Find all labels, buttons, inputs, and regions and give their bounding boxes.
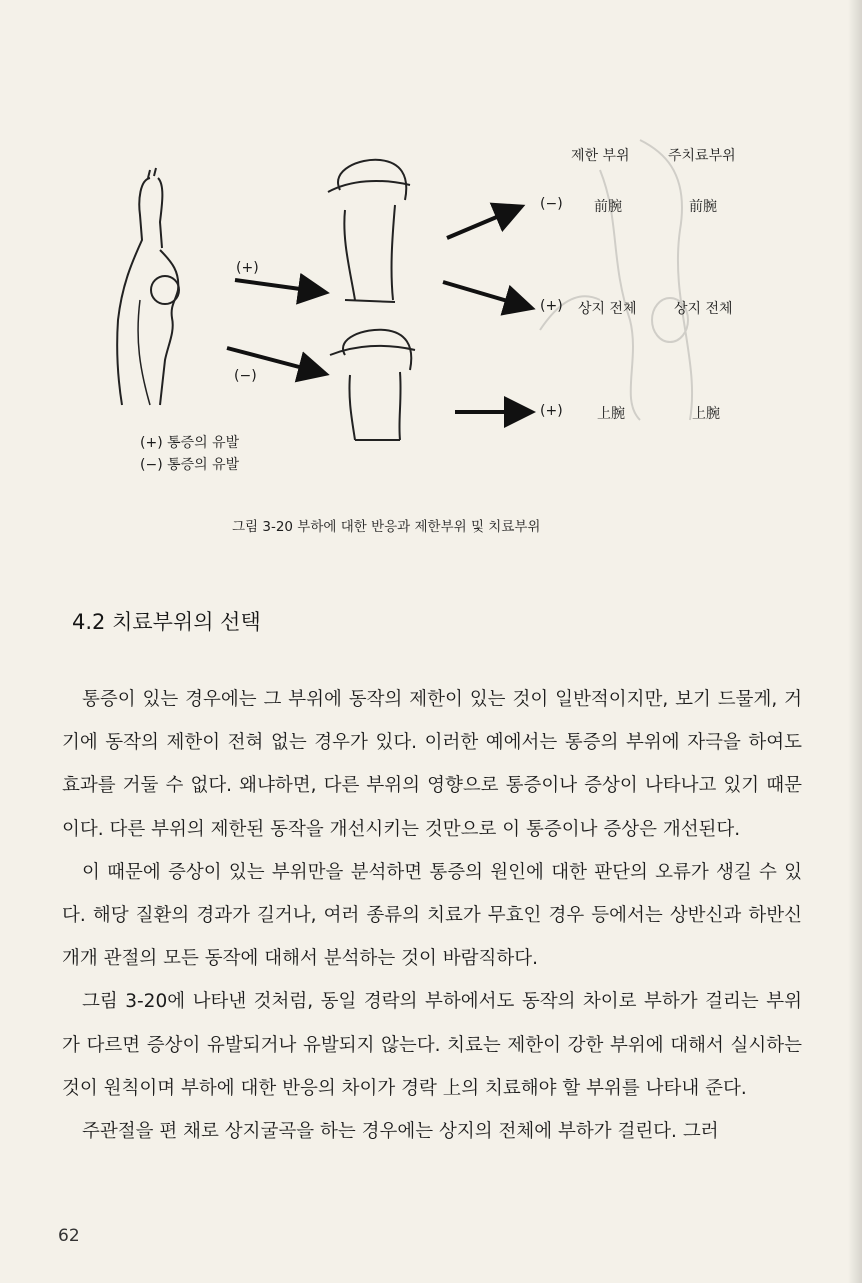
- figure-caption: 그림 3-20 부하에 대한 반응과 제한부위 및 치료부위: [232, 519, 541, 535]
- header-restricted-area: 제한 부위: [571, 148, 630, 164]
- legend-minus: (−) 통증의 유발: [140, 457, 240, 473]
- arrows: [227, 208, 528, 412]
- section-title: 4.2 치료부위의 선택: [72, 610, 261, 634]
- sign-plus: (+): [236, 260, 259, 276]
- row-forearm-sign: (−): [540, 196, 563, 212]
- sign-minus: (−): [234, 368, 257, 384]
- figure-3-20: [0, 0, 862, 560]
- paragraph-4: 주관절을 편 채로 상지굴곡을 하는 경우에는 상지의 전체에 부하가 걸린다. 그러: [82, 1121, 719, 1143]
- faint-figure-sketch: [540, 140, 692, 420]
- arrow-plus-to-upper: [235, 280, 322, 292]
- row-forearm-restricted: 前腕: [594, 199, 622, 215]
- arrow-to-whole-limb: [443, 282, 528, 307]
- row-upper-arm-sign: (+): [540, 403, 563, 419]
- page-number: 62: [58, 1226, 80, 1246]
- paragraph-1: 통증이 있는 경우에는 그 부위에 동작의 제한이 있는 것이 일반적이지만, 보기 드물게, 거기에 동작의 제한이 전혀 없는 경우가 있다. 이러한 예에서는 통증의 부위에 자극을 하여도 효과를 거둘 수 없다. 왜냐하면, 다른 부위의 영향으로 통증이나 증상이 나타나고 있기 때문이다. 다른 부위의 제한된 동작을 개선시키는 것만으로 이 통증이나 증상은 개선된다.: [62, 689, 802, 840]
- row-forearm-treatment: 前腕: [689, 199, 717, 215]
- paragraph-2: 이 때문에 증상이 있는 부위만을 분석하면 통증의 원인에 대한 판단의 오류가 생길 수 있다. 해당 질환의 경과가 길거나, 여러 종류의 치료가 무효인 경우 등에서는 상반신과 하반신 개개 관절의 모든 동작에 대해서 분석하는 것이 바람직하다.: [62, 861, 802, 970]
- paragraph-3: 그림 3-20에 나타낸 것처럼, 동일 경락의 부하에서도 동작의 차이로 부하가 걸리는 부위가 다르면 증상이 유발되거나 유발되지 않는다. 치료는 제한이 강한 부위에 대해서 실시하는 것이 원칙이며 부하에 대한 반응의 차이가 경락 上의 치료해야 할 부위를 나타내 준다.: [62, 991, 802, 1099]
- row-whole-limb-restricted: 상지 전체: [578, 301, 637, 317]
- body-text: [62, 678, 802, 1153]
- figure-person-arm-raised: [117, 168, 179, 405]
- row-upper-arm-treatment: 上腕: [692, 406, 720, 422]
- arrow-to-forearm: [447, 208, 518, 238]
- figure-illustration: [0, 0, 862, 560]
- header-main-treatment-area: 주치료부위: [668, 148, 736, 164]
- row-upper-arm-restricted: 上腕: [597, 406, 625, 422]
- row-whole-limb-treatment: 상지 전체: [674, 301, 733, 317]
- figure-elbow-flexion-upper: [328, 160, 410, 302]
- legend-plus: (+) 통증의 유발: [140, 435, 240, 451]
- figure-elbow-flexion-lower: [330, 330, 415, 440]
- row-whole-limb-sign: (+): [540, 298, 563, 314]
